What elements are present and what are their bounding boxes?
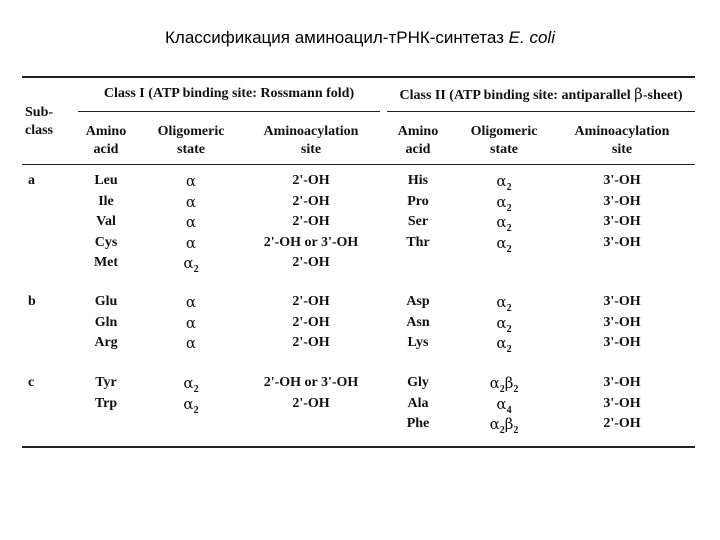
class2-amino-acid: Gly [407,375,429,390]
class1-amino-acid: Leu [94,173,118,188]
subclass-label: b [28,294,36,309]
class1-aminoacylation-site: 2'-OH [292,255,330,270]
class2-amino-acid: Pro [407,193,429,209]
class2-oligomeric-state [490,415,519,440]
class2-aminoacylation-site: 3'-OH [603,294,641,309]
class2-amino-acid: Asn [406,314,430,330]
alpha-symbol: α [185,213,197,231]
state-subscript: 2 [499,425,505,436]
class1-header [104,85,354,103]
class1-amino-acid: Arg [94,335,118,350]
class2-header-text: Class II (ATP binding site: antiparallel [399,88,635,103]
col-header-acid1: acid [93,142,119,157]
beta-symbol: β [504,374,514,392]
state-subscript: 2 [506,182,512,193]
class2-oligomeric-state [496,334,511,359]
class1-oligomeric-state [183,254,198,279]
col-header-amino-acid-1 [86,123,126,159]
class1-aminoacylation-site: 2'-OH [292,314,330,330]
alpha-symbol: α [496,233,507,252]
col-header-state1: state [177,142,205,157]
alpha-symbol: α [183,394,194,413]
alpha-symbol: α [185,334,197,352]
col-header-aminoacyl2: Aminoacylation [574,124,670,139]
top-rule [22,76,695,78]
state-subscript: 2 [506,303,512,314]
bottom-rule [22,446,695,448]
class1-aminoacylation-site: 2'-OH [292,214,330,229]
alpha-symbol: α [185,313,197,332]
state-subscript: 2 [506,243,512,255]
alpha-symbol: α [496,313,507,332]
alpha-symbol: α [489,415,500,433]
col-header-aminoacylation-2 [575,123,670,159]
class1-oligomeric-state [183,395,198,420]
class1-aminoacylation-site: 2'-OH [292,294,330,309]
class2-oligomeric-state [496,234,511,259]
alpha-symbol: α [183,254,194,272]
col-header-oligomeric-2 [471,123,538,159]
state-subscript: 2 [506,344,512,355]
alpha-symbol: α [496,192,507,211]
col-header-amino-acid-2 [398,123,438,159]
state-subscript: 4 [506,404,512,416]
class2-aminoacylation-site: 3'-OH [603,214,641,229]
col-header-olig1: Oligomeric [157,124,225,139]
class1-aminoacylation-site: 2'-OH or 3'-OH [263,234,359,250]
slide-title [0,28,720,48]
alpha-symbol: α [185,233,197,252]
subclass-header [25,104,53,140]
class2-aminoacylation-site: 3'-OH [603,335,641,350]
alpha-symbol: α [185,172,197,190]
class2-amino-acid: Lys [407,335,429,350]
title-organism: E. coli [508,28,555,47]
col-header-amino1: Amino [85,124,127,139]
col-header-aminoacyl1: Aminoacylation [263,124,359,139]
state-subscript: 2 [193,264,199,275]
class1-oligomeric-state [186,213,196,233]
subclass-header-line1: Sub- [25,105,54,120]
state-subscript: 2 [506,223,512,234]
col-header-aminoacylation-1 [264,123,359,159]
alpha-symbol: α [496,293,507,311]
col-header-olig2: Oligomeric [470,124,538,139]
class2-amino-acid: Ala [407,395,429,411]
col-header-acid2: acid [405,142,431,157]
class2-aminoacylation-site: 3'-OH [603,314,641,330]
class1-oligomeric-state [186,234,196,254]
class-header-rule-1 [78,111,380,112]
alpha-symbol: α [185,192,197,211]
class2-aminoacylation-site: 3'-OH [603,173,641,188]
class1-aminoacylation-site: 2'-OH [292,335,330,350]
subclass-label: c [28,375,35,390]
alpha-symbol: α [489,374,500,392]
class1-amino-acid: Met [93,255,119,270]
class1-amino-acid: Ile [98,193,114,209]
class1-aminoacylation-site: 2'-OH [292,395,330,411]
synthetase-table [22,76,695,448]
col-header-amino2: Amino [397,124,439,139]
state-subscript: 2 [193,384,199,395]
class2-amino-acid: Ser [407,214,429,229]
state-subscript: 2 [513,425,519,436]
alpha-symbol: α [496,213,507,231]
class1-amino-acid: Val [96,214,116,229]
alpha-symbol: α [496,394,507,413]
class-header-rule-2 [387,111,695,112]
state-subscript: 2 [506,323,512,335]
class1-amino-acid: Tyr [95,375,117,390]
class2-aminoacylation-site: 3'-OH [603,395,641,411]
header-bottom-rule [22,164,695,165]
alpha-symbol: α [183,374,194,392]
title-text: Классификация аминоацил-тРНК-синтетаз [165,28,509,47]
class1-aminoacylation-site: 2'-OH [292,173,330,188]
class1-amino-acid: Cys [94,234,118,250]
alpha-symbol: α [496,172,507,190]
class2-amino-acid: His [407,173,429,188]
class2-aminoacylation-site: 3'-OH [603,234,641,250]
class1-header-text: Class I (ATP binding site: Rossmann fold) [103,86,355,101]
subclass-label: a [28,173,35,188]
class1-amino-acid: Gln [94,314,118,330]
state-subscript: 2 [506,202,512,214]
class1-aminoacylation-site: 2'-OH [292,193,330,209]
class2-header-suffix: -sheet) [642,88,683,103]
class2-amino-acid: Asp [406,294,430,309]
class2-header [400,85,683,105]
beta-symbol: β [504,415,514,433]
class1-oligomeric-state [186,334,196,354]
class2-aminoacylation-site: 2'-OH [603,416,641,431]
col-header-site2: site [611,142,633,157]
alpha-symbol: α [185,293,197,311]
alpha-symbol: α [496,334,507,352]
class2-aminoacylation-site: 3'-OH [603,375,641,390]
col-header-site1: site [300,142,322,157]
class2-amino-acid: Phe [406,416,430,431]
class1-oligomeric-state [186,172,196,192]
class1-oligomeric-state [186,193,196,213]
class1-aminoacylation-site: 2'-OH or 3'-OH [263,375,359,390]
col-header-oligomeric-1 [158,123,225,159]
col-header-state2: state [490,142,518,157]
state-subscript: 2 [193,404,199,416]
class1-oligomeric-state [186,293,196,313]
class1-oligomeric-state [186,314,196,334]
subclass-header-line2: class [25,123,53,138]
class1-amino-acid: Glu [94,294,118,309]
state-subscript: 2 [499,384,505,395]
state-subscript: 2 [513,384,519,395]
beta-symbol: β [634,85,643,103]
class2-aminoacylation-site: 3'-OH [603,193,641,209]
class2-amino-acid: Thr [406,234,430,250]
class1-amino-acid: Trp [94,395,118,411]
